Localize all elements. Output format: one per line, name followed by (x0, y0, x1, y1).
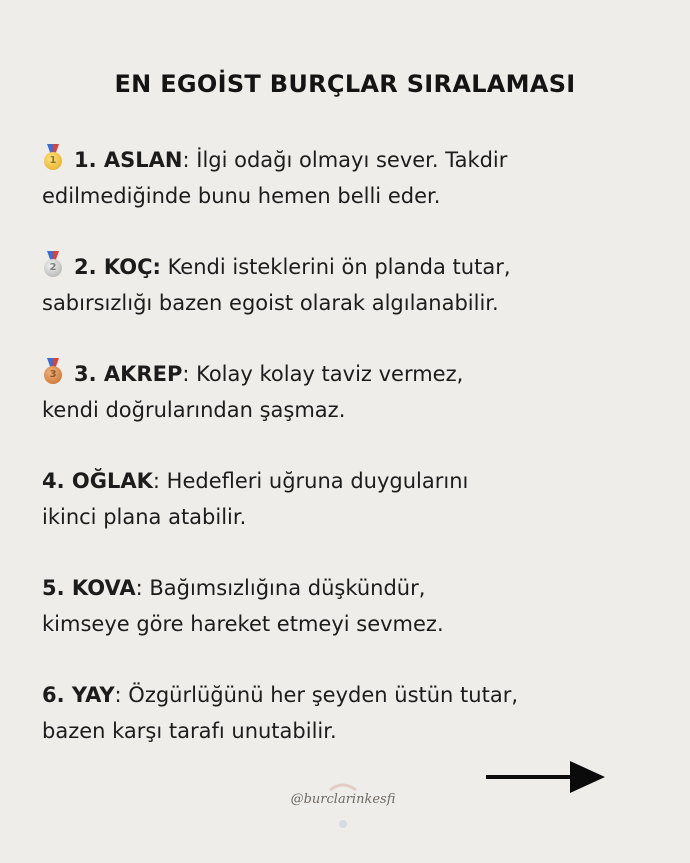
watermark-text: @burclarinkesfi (290, 792, 396, 807)
separator: : (114, 683, 122, 707)
ranking-list (42, 142, 662, 784)
description-line1: Kendi isteklerini ön planda tutar, (160, 255, 511, 279)
description-line2: kimseye göre hareket etmeyi sevmez. (42, 612, 444, 636)
list-item (42, 570, 662, 642)
description-line2: kendi doğrularından şaşmaz. (42, 398, 346, 422)
list-item (42, 677, 662, 749)
silver-medal-icon: 2 (42, 251, 64, 277)
description-line1: Özgürlüğünü her şeyden üstün tutar, (121, 683, 518, 707)
description-line2: bazen karşı tarafı unutabilir. (42, 719, 337, 743)
description-line2: ikinci plana atabilir. (42, 505, 247, 529)
rank-name: 1. ASLAN (74, 148, 183, 172)
description-line1: İlgi odağı olmayı sever. Takdir (189, 148, 508, 172)
moon-phases-icon (268, 778, 418, 838)
description-line1: Bağımsızlığına düşkündür, (142, 576, 426, 600)
rank-name: 4. OĞLAK (42, 469, 153, 493)
description-line1: Kolay kolay taviz vermez, (189, 362, 464, 386)
list-item (42, 249, 662, 321)
rank-name: 2. KOÇ: (74, 255, 161, 279)
description-line2: edilmediğinde bunu hemen belli eder. (42, 184, 441, 208)
list-item (42, 356, 662, 428)
separator: : (152, 469, 160, 493)
gold-medal-icon: 1 (42, 144, 64, 170)
bronze-medal-icon: 3 (42, 358, 64, 384)
page-title: EN EGOİST BURÇLAR SIRALAMASI (114, 70, 576, 98)
rank-name: 6. YAY (42, 683, 115, 707)
separator: : (182, 148, 190, 172)
list-item (42, 463, 662, 535)
watermark-logo (268, 778, 418, 838)
rank-name: 3. AKREP (74, 362, 183, 386)
description-line2: sabırsızlığı bazen egoist olarak algılanabilir. (42, 291, 499, 315)
rank-name: 5. KOVA (42, 576, 136, 600)
separator: : (135, 576, 143, 600)
next-arrow-icon[interactable] (486, 758, 606, 796)
list-item (42, 142, 662, 214)
description-line1: Hedefleri uğruna duygularını (159, 469, 469, 493)
separator: : (182, 362, 190, 386)
